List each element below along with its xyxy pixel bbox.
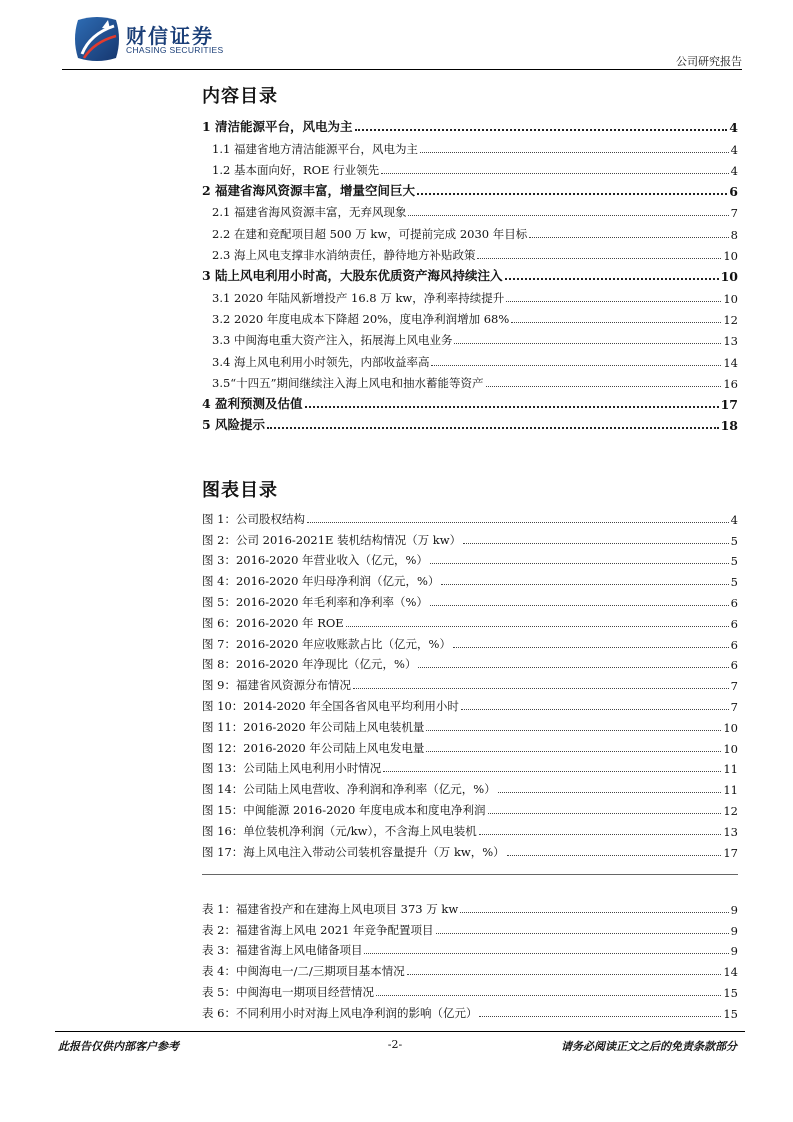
figures-title: 图表目录: [202, 480, 278, 501]
toc-entry-label: 图 5：2016-2020 年毛利率和净利率（%）: [202, 594, 428, 609]
toc-entry-label: 1.1 福建省地方清洁能源平台，风电为主: [212, 141, 418, 156]
dot-leader: [417, 193, 727, 195]
toc-entry[interactable]: [202, 1000, 738, 1021]
toc-entry-page: 9: [730, 923, 738, 938]
toc-entry-page: 10: [723, 741, 738, 756]
toc-entry-page: 7: [730, 699, 738, 714]
footer-divider: [55, 1031, 745, 1032]
logo-english-name: CHASING SECURITIES: [126, 45, 224, 55]
toc-entry-page: 11: [723, 762, 738, 777]
dot-leader: [486, 386, 722, 387]
toc-entry-label: 图 11：2016-2020 年公司陆上风电装机量: [202, 719, 425, 734]
toc-entry-label: 图 14：公司陆上风电营收、净利润和净利率（亿元，%）: [202, 782, 496, 797]
footer-disclaimer-right: 请务必阅读正文之后的免责条款部分: [561, 1040, 737, 1053]
toc-entry-page: 11: [723, 783, 738, 798]
toc-entry-label: 图 3：2016-2020 年营业收入（亿元，%）: [202, 553, 428, 568]
chart-list: [202, 506, 738, 860]
toc-entry-label: 表 5：中闽海电一期项目经营情况: [202, 984, 374, 999]
toc-list: [202, 114, 738, 433]
toc-entry-page: 13: [723, 334, 738, 349]
toc-entry[interactable]: [202, 938, 738, 959]
page-number: -2-: [387, 1038, 403, 1051]
dot-leader: [267, 427, 719, 429]
toc-entry-page: 12: [723, 312, 738, 327]
toc-entry-label: 3.5“十四五”期间继续注入海上风电和抽水蓄能等资产: [212, 375, 484, 390]
toc-entry[interactable]: [202, 370, 738, 391]
toc-entry-label: 图 15：中闽能源 2016-2020 年度电成本和度电净利润: [202, 802, 486, 817]
toc-entry-label: 3.3 中闽海电重大资产注入，拓展海上风电业务: [212, 333, 453, 348]
toc-entry-label: 图 2：公司 2016-2021E 装机结构情况（万 kw）: [202, 532, 462, 547]
toc-entry-label: 表 6：不同利用小时对海上风电净利润的影响（亿元）: [202, 1005, 478, 1020]
toc-entry[interactable]: [202, 589, 738, 610]
logo-chinese-name: 财信证券: [126, 24, 214, 48]
toc-entry-page: 6: [730, 637, 738, 652]
dot-leader: [307, 522, 729, 523]
toc-entry-page: 7: [730, 206, 738, 221]
dot-leader: [420, 152, 729, 153]
toc-entry-label: 2.3 海上风电支撑非水消纳责任，静待地方补贴政策: [212, 248, 476, 263]
dot-leader: [477, 258, 721, 259]
toc-entry-page: 9: [730, 902, 738, 917]
toc-entry-page: 4: [729, 120, 738, 136]
toc-entry[interactable]: [202, 610, 738, 631]
toc-entry-page: 12: [723, 803, 738, 818]
page-header: [62, 12, 742, 68]
toc-entry-label: 表 4：中闽海电一/二/三期项目基本情况: [202, 964, 405, 979]
toc-entry-label: 3.2 2020 年度电成本下降超 20%，度电净利润增加 68%: [212, 311, 510, 326]
toc-entry-label: 图 8：2016-2020 年净现比（亿元，%）: [202, 657, 417, 672]
dot-leader: [426, 730, 721, 731]
toc-entry-label: 1 清洁能源平台，风电为主: [202, 119, 353, 135]
toc-entry-label: 3.1 2020 年陆风新增投产 16.8 万 kw，净利率持续提升: [212, 290, 505, 305]
dot-leader: [426, 751, 721, 752]
toc-entry-page: 17: [723, 845, 738, 860]
dot-leader: [431, 365, 721, 366]
toc-entry[interactable]: [202, 548, 738, 569]
toc-entry-page: 6: [730, 595, 738, 610]
toc-entry-label: 2.1 福建省海风资源丰富，无弃风现象: [212, 205, 407, 220]
dot-leader: [430, 605, 729, 606]
dot-leader: [529, 237, 728, 238]
toc-entry-label: 图 10：2014-2020 年全国各省风电平均利用小时: [202, 698, 459, 713]
toc-entry[interactable]: [202, 979, 738, 1000]
toc-entry[interactable]: [202, 199, 738, 220]
dot-leader: [506, 301, 721, 302]
toc-entry[interactable]: [202, 178, 738, 199]
toc-entry-page: 10: [723, 249, 738, 264]
toc-entry-label: 图 17：海上风电注入带动公司装机容量提升（万 kw，%）: [202, 844, 505, 859]
toc-entry-label: 2.2 在建和竞配项目超 500 万 kw，可提前完成 2030 年目标: [212, 226, 528, 241]
toc-entry-page: 5: [730, 575, 738, 590]
toc-entry-page: 6: [729, 184, 738, 200]
toc-entry[interactable]: [202, 327, 738, 348]
toc-entry-page: 7: [730, 679, 738, 694]
toc-entry-label: 表 1：福建省投产和在建海上风电项目 373 万 kw: [202, 901, 459, 916]
toc-entry-label: 图 1：公司股权结构: [202, 511, 305, 526]
toc-entry-page: 10: [723, 291, 738, 306]
dot-leader: [511, 322, 721, 323]
toc-entry[interactable]: [202, 306, 738, 327]
dot-leader: [407, 974, 722, 975]
toc-entry[interactable]: [202, 114, 738, 135]
toc-entry-page: 5: [730, 533, 738, 548]
toc-entry[interactable]: [202, 242, 738, 263]
toc-entry[interactable]: [202, 917, 738, 938]
dot-leader: [498, 792, 722, 793]
toc-entry-page: 15: [723, 1006, 738, 1021]
dot-leader: [454, 343, 721, 344]
dot-leader: [381, 173, 729, 174]
dot-leader: [479, 834, 722, 835]
toc-entry[interactable]: [202, 284, 738, 305]
toc-entry[interactable]: [202, 958, 738, 979]
report-type-label: 公司研究报告: [676, 55, 742, 68]
toc-entry-page: 8: [730, 227, 738, 242]
dot-leader: [441, 584, 728, 585]
toc-entry-page: 16: [723, 376, 738, 391]
toc-entry[interactable]: [202, 506, 738, 527]
toc-entry-page: 4: [730, 163, 738, 178]
toc-entry-page: 6: [730, 658, 738, 673]
dot-leader: [418, 667, 728, 668]
toc-entry-label: 5 风险提示: [202, 417, 266, 433]
toc-entry-label: 图 6：2016-2020 年 ROE: [202, 615, 344, 630]
dot-leader: [488, 813, 722, 814]
dot-leader: [364, 953, 728, 954]
toc-entry-page: 14: [723, 355, 738, 370]
dot-leader: [430, 563, 729, 564]
toc-entry[interactable]: [202, 896, 738, 917]
toc-entry-page: 18: [720, 418, 738, 434]
company-logo-icon: [72, 14, 122, 64]
dot-leader: [453, 647, 729, 648]
toc-entry-label: 2 福建省海风资源丰富，增量空间巨大: [202, 183, 416, 199]
toc-entry-page: 10: [723, 720, 738, 735]
toc-entry-page: 6: [730, 616, 738, 631]
toc-entry-label: 图 7：2016-2020 年应收账款占比（亿元，%）: [202, 636, 451, 651]
toc-entry-page: 9: [730, 944, 738, 959]
toc-entry[interactable]: [202, 693, 738, 714]
dot-leader: [460, 912, 728, 913]
toc-entry-page: 5: [730, 554, 738, 569]
toc-entry[interactable]: [202, 818, 738, 839]
toc-entry-page: 13: [723, 824, 738, 839]
toc-entry-label: 表 3：福建省海上风电储备项目: [202, 943, 363, 958]
toc-entry[interactable]: [202, 776, 738, 797]
dot-leader: [376, 995, 721, 996]
toc-entry-label: 3.4 海上风电利用小时领先，内部收益率高: [212, 354, 430, 369]
toc-entry[interactable]: [202, 652, 738, 673]
toc-entry-label: 图 12：2016-2020 年公司陆上风电发电量: [202, 740, 425, 755]
toc-entry[interactable]: [202, 157, 738, 178]
toc-entry-page: 10: [720, 269, 738, 285]
dot-leader: [355, 129, 728, 131]
dot-leader: [461, 709, 729, 710]
dot-leader: [505, 278, 719, 280]
dot-leader: [353, 688, 729, 689]
dot-leader: [346, 626, 729, 627]
toc-entry[interactable]: [202, 797, 738, 818]
dot-leader: [408, 215, 728, 216]
toc-entry[interactable]: [202, 220, 738, 241]
toc-entry[interactable]: [202, 756, 738, 777]
toc-entry[interactable]: [202, 348, 738, 369]
dot-leader: [479, 1016, 721, 1017]
toc-entry[interactable]: [202, 568, 738, 589]
dot-leader: [507, 855, 722, 856]
toc-entry[interactable]: [202, 412, 738, 433]
toc-title: 内容目录: [202, 86, 278, 107]
toc-entry[interactable]: [202, 631, 738, 652]
toc-entry-label: 图 13：公司陆上风电利用小时情况: [202, 761, 382, 776]
toc-entry[interactable]: [202, 714, 738, 735]
toc-entry[interactable]: [202, 735, 738, 756]
toc-entry[interactable]: [202, 135, 738, 156]
table-list: [202, 896, 738, 1021]
dot-leader: [436, 933, 729, 934]
toc-entry-page: 15: [723, 985, 738, 1000]
toc-entry-label: 表 2：福建省海上风电 2021 年竞争配置项目: [202, 922, 434, 937]
toc-entry-label: 1.2 基本面向好，ROE 行业领先: [212, 162, 380, 177]
toc-entry-page: 4: [730, 142, 738, 157]
toc-entry-page: 14: [723, 965, 738, 980]
toc-entry-label: 图 9：福建省风资源分布情况: [202, 678, 351, 693]
toc-entry-page: 17: [720, 397, 738, 413]
toc-entry-label: 3 陆上风电利用小时高，大股东优质资产海风持续注入: [202, 268, 503, 284]
toc-entry[interactable]: [202, 672, 738, 693]
dot-leader: [305, 406, 719, 408]
dot-leader: [463, 543, 729, 544]
header-divider: [62, 69, 742, 70]
toc-entry-page: 4: [730, 512, 738, 527]
toc-entry[interactable]: [202, 527, 738, 548]
toc-entry[interactable]: [202, 263, 738, 284]
toc-entry-label: 4 盈利预测及估值: [202, 396, 303, 412]
dot-leader: [383, 771, 721, 772]
toc-entry-label: 图 4：2016-2020 年归母净利润（亿元，%）: [202, 574, 440, 589]
toc-entry[interactable]: [202, 839, 738, 860]
toc-entry-label: 图 16：单位装机净利润（元/kw），不含海上风电装机: [202, 823, 477, 838]
footer-disclaimer-left: 此报告仅供内部客户参考: [58, 1040, 179, 1053]
tables-separator: [202, 874, 738, 875]
toc-entry[interactable]: [202, 391, 738, 412]
